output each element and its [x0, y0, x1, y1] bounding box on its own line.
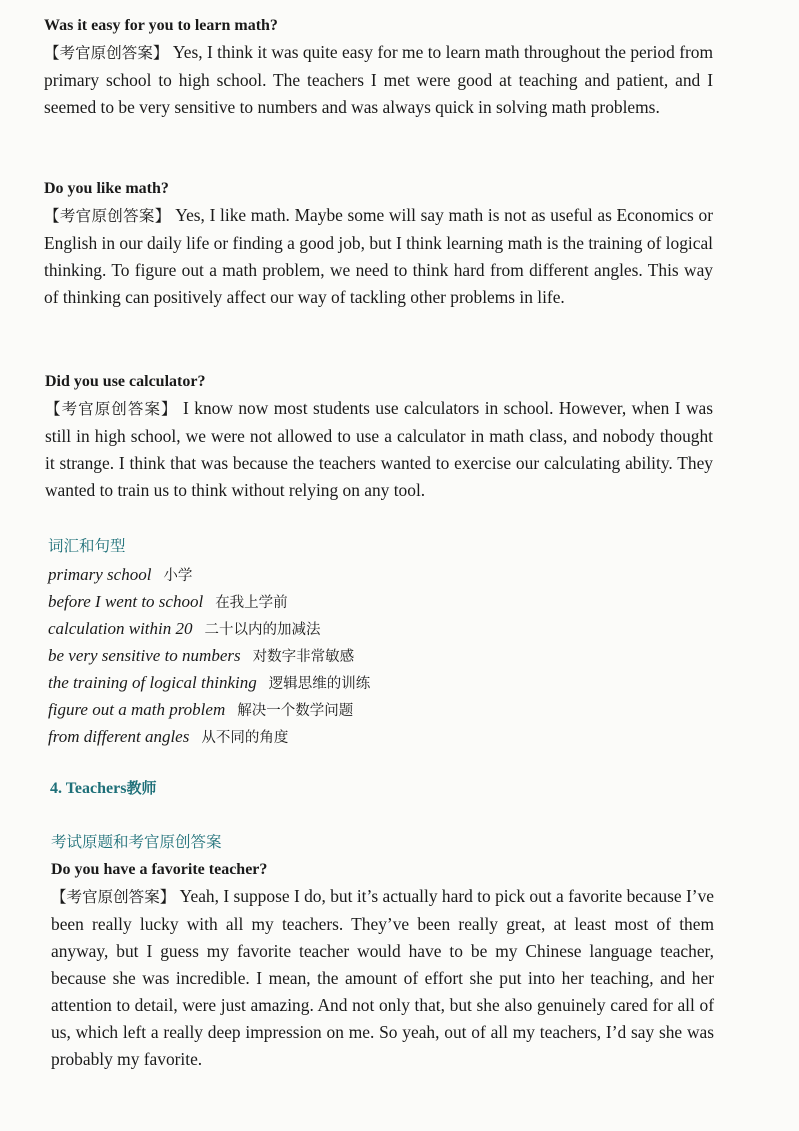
answer-text: Yes, I think it was quite easy for me to learn math throughout the period from primary school to high school. The teachers I met were good at teaching and patient, and I seemed to be very sensitive to numbers and was always quick in solving math problems.: [44, 42, 713, 117]
answer-text: I know now most students use calculators in school. However, when I was still in high school, we were not allowed to use a calculator in math class, and nobody thought it strange. I think that was because the teachers wanted to exercise our calculating ability. They wanted to train us to think without relying on any tool.: [45, 398, 713, 500]
answer-paragraph: [45, 395, 713, 504]
vocab-item: [48, 615, 713, 642]
answer-text: Yes, I like math. Maybe some will say math is not as useful as Economics or English in our daily life or finding a good job, but I think learning math is the training of logical thinking. To figure out a math problem, we need to think hard from different angles. This way of thinking can positively affect our way of tackling other problems in life.: [44, 205, 713, 307]
vocab-chinese: 对数字非常敏感: [252, 649, 355, 665]
section-header: [50, 778, 713, 799]
vocab-item: [48, 723, 713, 750]
answer-tag: 【考官原创答案】: [44, 44, 169, 62]
vocab-chinese: 小学: [163, 568, 193, 584]
qa-block: [44, 16, 713, 121]
answer-paragraph: [51, 883, 714, 1073]
question-heading: Do you have a favorite teacher?: [51, 861, 268, 878]
section-title: [50, 778, 713, 799]
vocab-item: [48, 561, 713, 588]
vocab-english: calculation within 20: [48, 619, 193, 638]
vocab-section: [48, 536, 713, 750]
vocab-item: [48, 642, 713, 669]
vocab-chinese: 二十以内的加减法: [204, 622, 321, 638]
vocab-english: primary school: [48, 565, 152, 584]
section-subheading: 考试原题和考官原创答案: [51, 833, 222, 851]
section-title-en: Teachers: [65, 780, 127, 797]
vocab-item: [48, 669, 713, 696]
vocab-english: figure out a math problem: [48, 700, 226, 719]
question-heading: Was it easy for you to learn math?: [44, 17, 278, 34]
vocab-english: be very sensitive to numbers: [48, 646, 241, 665]
answer-text: Yeah, I suppose I do, but it’s actually hard to pick out a favorite because I’ve been really lucky with all my teachers. They’ve been really great, at least most of them anyway, but I guess my favorite teacher would have to be my Chinese language teacher, because she was incredible. I mean, the amount of effort she put into her teaching, and her attention to detail, were just amazing. And not only that, but she also genuinely cared for all of us, which left a really deep impression on me. So yeah, out of all my teachers, I’d say she was probably my favorite.: [51, 886, 714, 1069]
answer-tag: 【考官原创答案】: [44, 207, 171, 225]
vocab-chinese: 在我上学前: [215, 595, 288, 611]
vocab-list: [48, 561, 713, 750]
vocab-heading: 词汇和句型: [48, 537, 126, 555]
answer-paragraph: [44, 202, 713, 311]
vocab-english: the training of logical thinking: [48, 673, 257, 692]
question-heading: Do you like math?: [44, 180, 169, 197]
answer-paragraph: [44, 39, 713, 121]
section-number: 4.: [50, 780, 62, 797]
vocab-item: [48, 696, 713, 723]
question-heading: Did you use calculator?: [45, 373, 206, 390]
qa-block: [51, 832, 714, 1073]
answer-tag: 【考官原创答案】: [51, 888, 176, 906]
vocab-english: before I went to school: [48, 592, 204, 611]
vocab-chinese: 解决一个数学问题: [237, 703, 354, 719]
vocab-chinese: 逻辑思维的训练: [268, 676, 371, 692]
qa-block: [44, 179, 713, 311]
vocab-item: [48, 588, 713, 615]
answer-tag: 【考官原创答案】: [45, 400, 178, 418]
qa-block: [45, 372, 713, 504]
vocab-english: from different angles: [48, 727, 190, 746]
vocab-chinese: 从不同的角度: [201, 730, 289, 746]
section-title-zh: 教师: [126, 779, 157, 797]
